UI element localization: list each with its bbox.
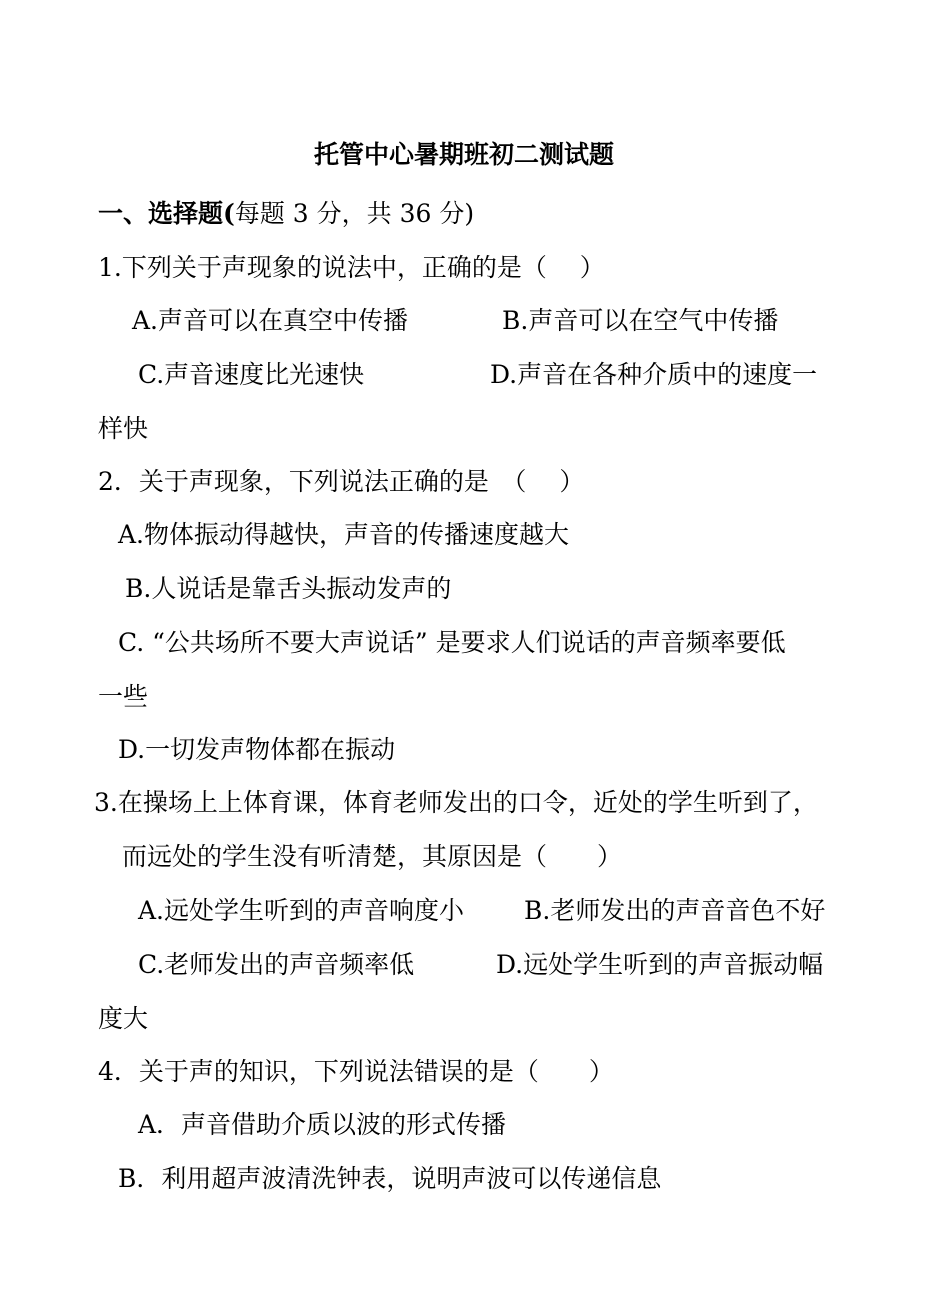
question-2-option-a: A.物体振动得越快，声音的传播速度越大 [118, 520, 570, 549]
question-1-option-a: A.声音可以在真空中传播 [132, 306, 409, 335]
question-2-option-d: D.一切发声物体都在振动 [118, 735, 396, 764]
question-4-option-b: B．利用超声波清洗钟表，说明声波可以传递信息 [118, 1164, 662, 1193]
question-3-option-c: C.老师发出的声音频率低 [138, 950, 415, 979]
question-1-option-d-continued: 样快 [98, 414, 149, 443]
question-1-option-c: C.声音速度比光速快 [138, 360, 365, 389]
page-title: 托管中心暑期班初二测试题 [314, 140, 615, 169]
section-heading-note: 每题 3 分，共 36 分) [234, 199, 475, 228]
section-heading-label: 一、选择题( [98, 199, 235, 228]
question-3-stem-continued: 而远处的学生没有听清楚，其原因是（ ） [122, 842, 623, 871]
section-heading [98, 197, 474, 231]
question-1-stem: 1.下列关于声现象的说法中，正确的是（ ） [98, 253, 605, 282]
question-2-option-c: C. “公共场所不要大声说话” 是要求人们说话的声音频率要低 [118, 628, 786, 657]
question-3-stem: 3.在操场上上体育课，体育老师发出的口令，近处的学生听到了， [94, 788, 818, 817]
question-2-option-c-continued: 一些 [98, 682, 149, 711]
question-3-option-a: A.远处学生听到的声音响度小 [138, 896, 465, 925]
question-3-option-b: B.老师发出的声音音色不好 [524, 896, 826, 925]
question-4-option-a: A．声音借助介质以波的形式传播 [138, 1110, 507, 1139]
question-2-option-b: B.人说话是靠舌头振动发声的 [125, 574, 452, 603]
question-2-stem: 2．关于声现象，下列说法正确的是 （ ） [98, 467, 585, 496]
question-4-stem: 4．关于声的知识，下列说法错误的是（ ） [98, 1057, 614, 1086]
question-3-option-d: D.远处学生听到的声音振动幅 [496, 950, 824, 979]
question-3-option-d-continued: 度大 [98, 1004, 149, 1033]
question-1-option-b: B.声音可以在空气中传播 [502, 306, 779, 335]
question-1-option-d: D.声音在各种介质中的速度一 [490, 360, 818, 389]
